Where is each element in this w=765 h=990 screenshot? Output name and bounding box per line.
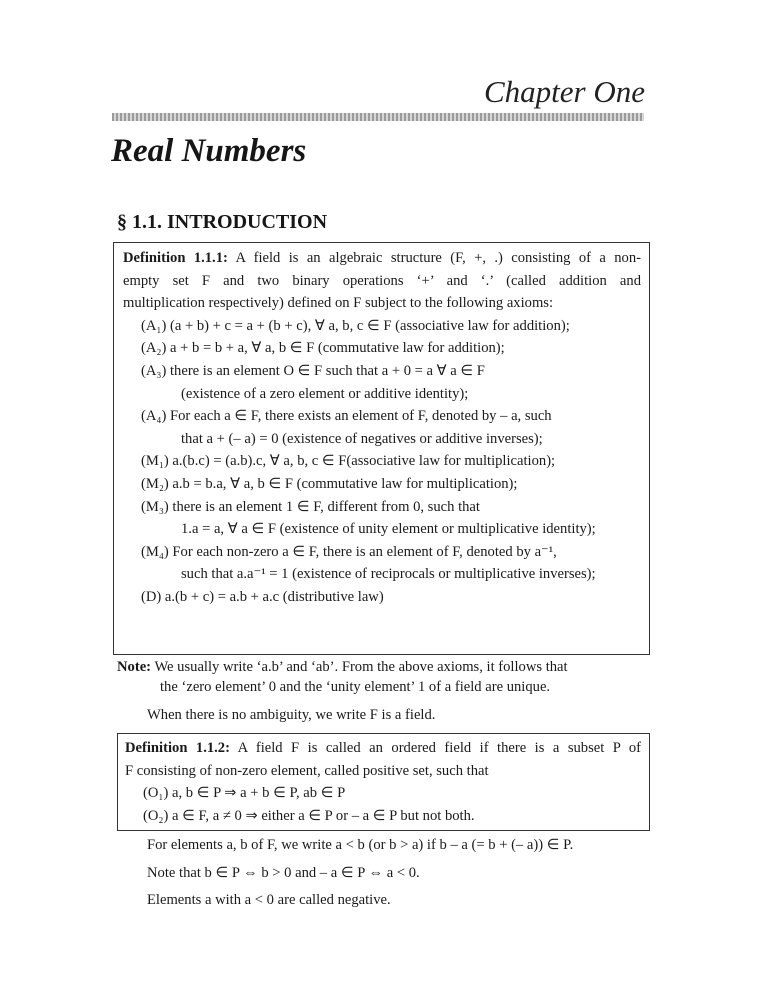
axiom-m3: (M₃) there is an element 1 ∈ F, different from 0, such that [141,498,480,515]
note-line-1: Note: We usually write ‘a.b’ and ‘ab’. From the above axioms, it follows that [117,659,568,675]
order-definition-line: For elements a, b of F, we write a < b (or b > a) if b – a (= b + (– a)) ∈ P. [147,837,574,853]
axiom-o1: (O₁) a, b ∈ P ⇒ a + b ∈ P, ab ∈ P [143,785,346,802]
definition-2-box [117,733,650,831]
definition-1-title: Definition 1.1.1: [123,250,228,266]
definition-2-line-1: Definition 1.1.2: A field F is called an ordered field if there is a subset P of [125,740,641,756]
ambiguity-line: When there is no ambiguity, we write F is a field. [147,707,436,723]
axiom-a3-continuation: (existence of a zero element or additive identity); [181,385,469,402]
axiom-a2: (A₂) a + b = b + a, ∀ a, b ∈ F (commutative law for addition); [141,340,505,357]
note-block [117,657,650,697]
negative-elements-line: Elements a with a < 0 are called negative. [147,892,391,908]
axiom-m3-continuation: 1.a = a, ∀ a ∈ F (existence of unity element or multiplicative identity); [181,521,596,538]
axiom-o2: (O₂) a ∈ F, a ≠ 0 ⇒ either a ∈ P or – a ∈ P but not both. [143,807,475,824]
axiom-a1: (A₁) (a + b) + c = a + (b + c), ∀ a, b, c ∈ F (associative law for addition); [141,317,570,334]
definition-2-title: Definition 1.1.2: [125,740,230,756]
positive-note-line: Note that b ∈ P ⇔ b > 0 and – a ∈ P ⇔ a < 0. [147,865,420,881]
axiom-m4-continuation: such that a.a⁻¹ = 1 (existence of reciprocals or multiplicative inverses); [181,566,596,583]
axiom-m4: (M₄) For each non-zero a ∈ F, there is an element of F, denoted by a⁻¹, [141,543,557,560]
axiom-m2: (M₂) a.b = b.a, ∀ a, b ∈ F (commutative law for multiplication); [141,475,518,492]
axiom-a4-continuation: that a + (– a) = 0 (existence of negatives or additive inverses); [181,430,543,447]
axiom-d: (D) a.(b + c) = a.b + a.c (distributive law) [141,588,384,605]
axiom-a3: (A₃) there is an element O ∈ F such that a + 0 = a ∀ a ∈ F [141,362,485,379]
definition-2-line-2: F consisting of non-zero element, called positive set, such that [125,762,489,779]
section-heading: § 1.1. INTRODUCTION [117,211,328,233]
chapter-label: Chapter One [483,74,645,109]
chapter-title: Real Numbers [111,133,307,169]
definition-1-line-1: Definition 1.1.1: A field is an algebraic structure (F, +, .) consisting of a non- [123,250,642,266]
axiom-m1: (M₁) a.(b.c) = (a.b).c, ∀ a, b, c ∈ F(associative law for multiplication); [141,453,556,470]
note-label: Note: [117,659,152,675]
note-line-2: the ‘zero element’ 0 and the ‘unity element’ 1 of a field are unique. [160,679,551,695]
axiom-a4: (A₄) For each a ∈ F, there exists an element of F, denoted by – a, such [141,408,552,425]
definition-1-box [113,242,650,655]
definition-1-line-3: multiplication respectively) defined on F subject to the following axioms: [123,295,554,312]
header-rule [112,113,644,121]
definition-1-line-2: empty set F and two binary operations ‘+’ and ‘.’ (called addition and [123,272,641,289]
